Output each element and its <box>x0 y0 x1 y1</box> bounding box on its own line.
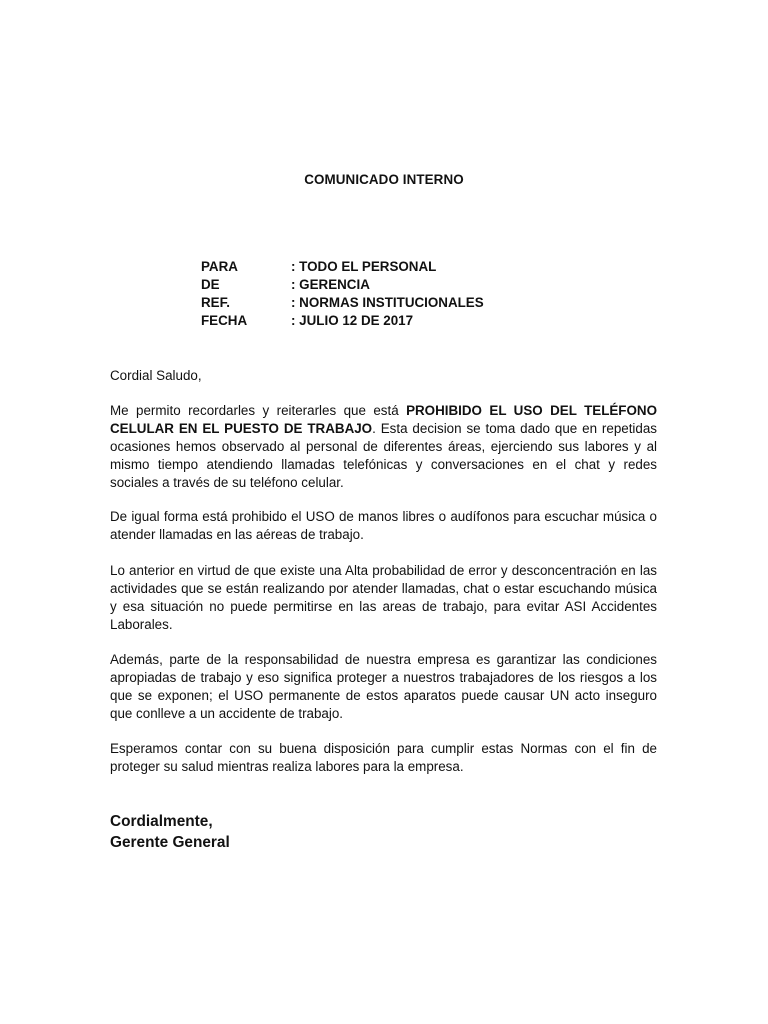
paragraph-responsibility: Además, parte de la responsabilidad de nuestra empresa es garantizar las condiciones apropiadas de trabajo y eso significa proteger a nuestros trabajadores de los riesgos a los que se exponen; el USO permanente de estos aparatos puede causar UN acto inseguro que conlleve a un accidente de trabajo. <box>110 652 657 721</box>
signature-title: Gerente General <box>110 834 230 851</box>
document-title: COMUNICADO INTERNO <box>304 172 464 187</box>
memo-header-row-fecha <box>201 312 484 330</box>
paragraph-prohibition <box>110 402 657 492</box>
memo-header-value: : JULIO 12 DE 2017 <box>291 313 414 328</box>
memo-header-row-para <box>201 258 484 276</box>
paragraph-reason: Lo anterior en virtud de que existe una Alta probabilidad de error y desconcentración en las actividades que se están realizando por atender llamadas, chat o estar escuchando música y esa situación no puede permitirse en las areas de trabajo, para evitar ASI Accidentes Laborales. <box>110 563 657 632</box>
memo-header-key: PARA <box>201 259 238 274</box>
memo-header-value: : NORMAS INSTITUCIONALES <box>291 295 484 310</box>
memo-header-row-ref <box>201 294 484 312</box>
closing-salutation: Cordialmente, <box>110 813 213 830</box>
greeting: Cordial Saludo, <box>110 368 202 383</box>
paragraph-closing-request: Esperamos contar con su buena disposición para cumplir estas Normas con el fin de proteger su salud mientras realiza labores para la empresa. <box>110 741 657 774</box>
memo-header-row-de <box>201 276 484 294</box>
paragraph-emphasis: PROHIBIDO EL USO DEL TELÉFONO CELULAR EN EL PUESTO DE TRABAJO <box>110 403 657 436</box>
paragraph-handsfree: De igual forma está prohibido el USO de manos libres o audífonos para escuchar música o atender llamadas en las aéreas de trabajo. <box>110 509 657 542</box>
paragraph-rest: . Esta decision se toma dado que en repetidas ocasiones hemos observado al personal de diferentes áreas, ejerciendo sus labores y al mismo tiempo atendiendo llamadas telefónicas y conversaciones en el chat y redes sociales a través de su teléfono celular. <box>110 421 658 490</box>
memo-header <box>201 258 484 330</box>
memo-header-key: REF. <box>201 295 231 310</box>
memo-header-value: : TODO EL PERSONAL <box>291 259 437 274</box>
paragraph-lead: Me permito recordarles y reiterarles que está <box>110 403 407 418</box>
memo-header-key: FECHA <box>201 313 248 328</box>
memo-header-value: : GERENCIA <box>291 277 370 292</box>
memo-header-key: DE <box>201 277 220 292</box>
